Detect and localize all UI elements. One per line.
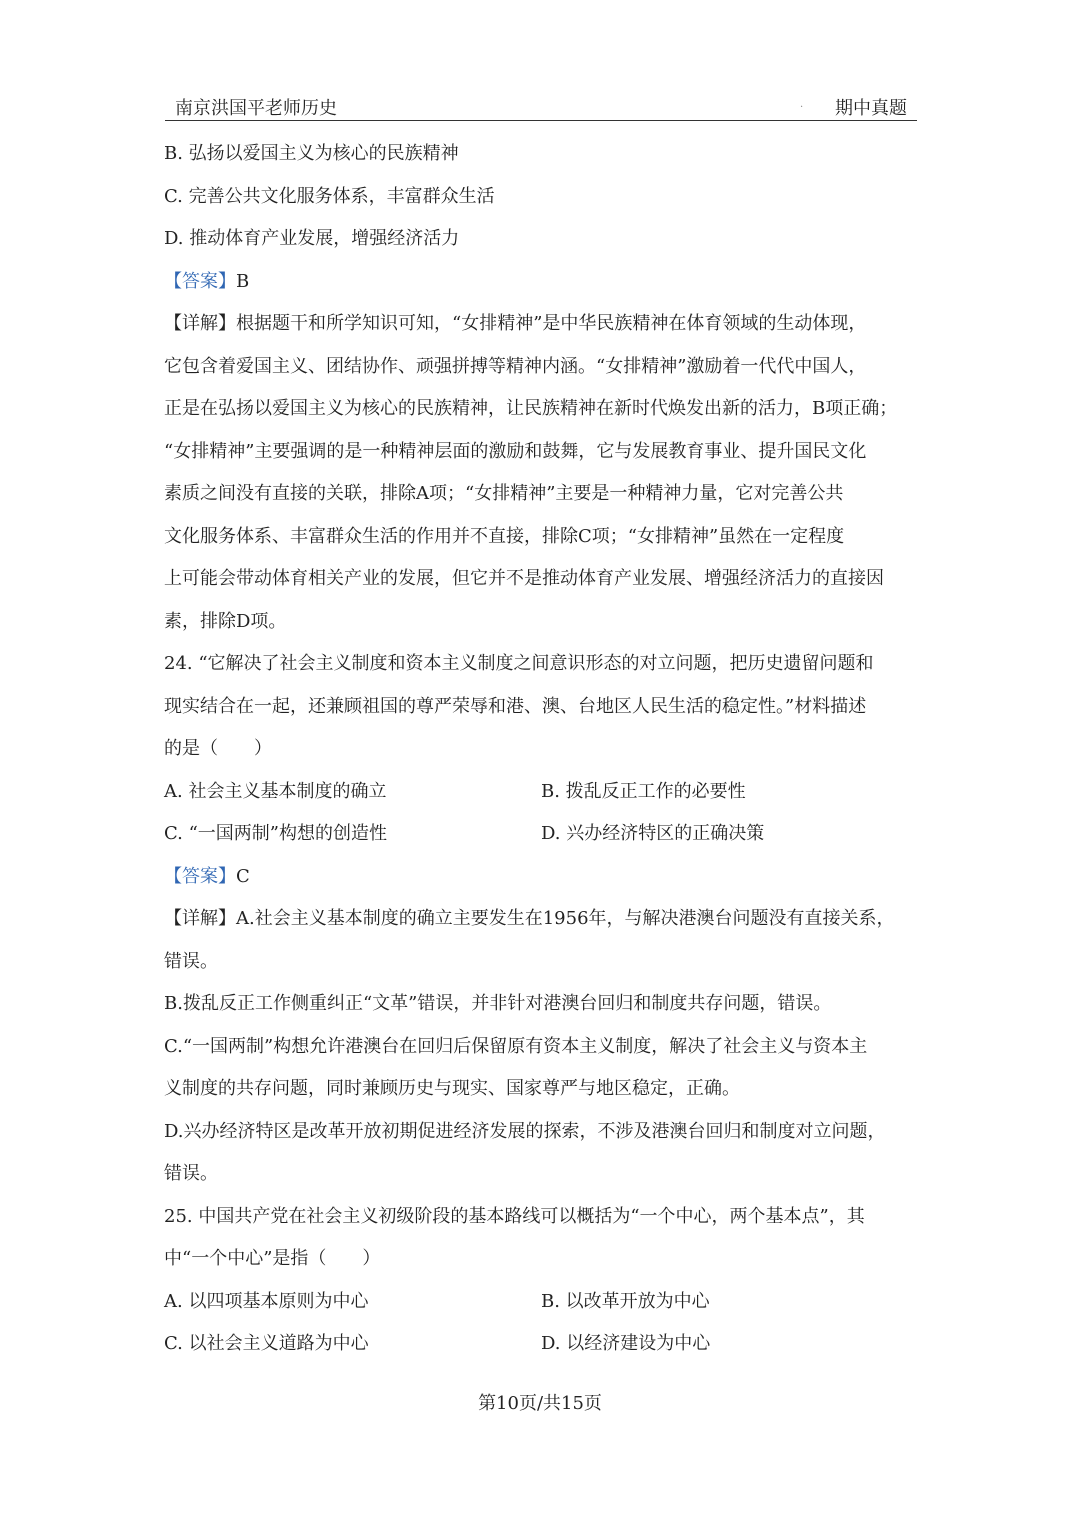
question-24-line: 现实结合在一起，还兼顾祖国的尊严荣辱和港、澳、台地区人民生活的稳定性。”材料描述 (164, 695, 867, 717)
detail-line: 错误。 (164, 950, 218, 972)
answer-value: C (236, 865, 250, 887)
detail-line: 它包含着爱国主义、团结协作、顽强拼搏等精神内涵。“女排精神”激励着一代代中国人， (164, 355, 867, 377)
question-25-options-row (164, 1323, 918, 1366)
detail-text: 根据题干和所学知识可知，“女排精神”是中华民族精神在体育领域的生动体现， (236, 313, 867, 334)
question-24-options-row (164, 813, 918, 856)
detail-line: D.兴办经济特区是改革开放初期促进经济发展的探索，不涉及港澳台回归和制度对立问题， (164, 1120, 886, 1142)
answer-tag: 【答案】 (164, 865, 236, 887)
detail-line: 素，排除D项。 (164, 610, 287, 632)
detail-line (164, 303, 918, 346)
detail-line: 正是在弘扬以爱国主义为核心的民族精神，让民族精神在新时代焕发出新的活力，B项正确； (164, 398, 898, 419)
option-d: D. 兴办经济特区的正确决策 (541, 823, 765, 844)
detail-line: C.“一国两制”构想允许港澳台在回归后保留原有资本主义制度，解决了社会主义与资本主 (164, 1035, 868, 1057)
answer-tag: 【答案】 (164, 270, 236, 292)
detail-line: 素质之间没有直接的关联，排除A项；“女排精神”主要是一种精神力量，它对完善公共 (164, 483, 844, 504)
answer-line (164, 856, 918, 899)
detail-line: “女排精神”主要强调的是一种精神层面的激励和鼓舞，它与发展教育事业、提升国民文化 (164, 440, 867, 462)
page-header (165, 98, 917, 121)
question-24-line: 的是（ ） (164, 738, 272, 759)
option-d-line: D. 推动体育产业发展，增强经济活力 (164, 228, 460, 249)
answer-value: B (236, 270, 250, 292)
option-d: D. 以经济建设为中心 (541, 1333, 711, 1354)
page-number: 第10页/共15页 (478, 1393, 602, 1414)
page-content (164, 133, 918, 1366)
question-24-line: 24. “它解决了社会主义制度和资本主义制度之间意识形态的对立问题，把历史遗留问题和 (164, 653, 874, 674)
detail-line: 错误。 (164, 1163, 218, 1184)
header-title: 期中真题 (835, 98, 907, 119)
detail-line: 上可能会带动体育相关产业的发展，但它并不是推动体育产业发展、增强经济活力的直接因 (164, 568, 884, 589)
detail-line: 文化服务体系、丰富群众生活的作用并不直接，排除C项；“女排精神”虽然在一定程度 (164, 525, 845, 547)
detail-tag: 【详解】 (164, 908, 236, 929)
detail-line: 义制度的共存问题，同时兼顾历史与现实、国家尊严与地区稳定，正确。 (164, 1078, 740, 1099)
detail-line (164, 898, 918, 941)
option-b: B. 拨乱反正工作的必要性 (541, 780, 746, 802)
header-dot: . (800, 99, 804, 110)
question-25-options-row (164, 1281, 918, 1324)
detail-tag: 【详解】 (164, 313, 236, 334)
detail-text: A.社会主义基本制度的确立主要发生在1956年，与解决港澳台问题没有直接关系， (236, 908, 895, 929)
option-c: C. “一国两制”构想的创造性 (164, 823, 387, 844)
option-a: A. 社会主义基本制度的确立 (164, 780, 387, 802)
option-b-line: B. 弘扬以爱国主义为核心的民族精神 (164, 143, 459, 164)
header-author: 南京洪国平老师历史 (175, 98, 337, 119)
detail-line: B.拨乱反正工作侧重纠正“文革”错误，并非针对港澳台回归和制度共存问题，错误。 (164, 993, 832, 1014)
answer-line (164, 261, 918, 304)
option-c-line: C. 完善公共文化服务体系，丰富群众生活 (164, 185, 495, 207)
option-a: A. 以四项基本原则为中心 (164, 1290, 369, 1312)
option-b: B. 以改革开放为中心 (541, 1290, 710, 1312)
question-25-line: 中“一个中心”是指（ ） (164, 1248, 381, 1269)
question-24-options-row (164, 771, 918, 814)
option-c: C. 以社会主义道路为中心 (164, 1333, 369, 1354)
question-25-line: 25. 中国共产党在社会主义初级阶段的基本路线可以概括为“一个中心，两个基本点”，其 (164, 1205, 865, 1227)
